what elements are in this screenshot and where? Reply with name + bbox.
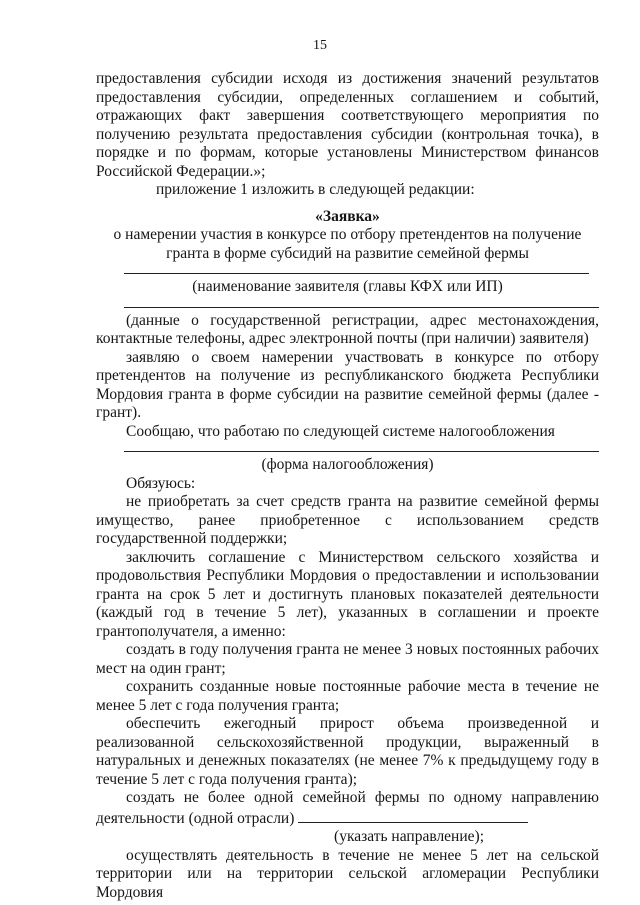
paragraph-declaration: заявляю о своем намерении участвовать в конкурсе по отбору претендентов на получение из республиканского бюджета Республики Мордовия гранта в форме субсидии на развитие семейной фермы (далее - грант). — [96, 348, 599, 421]
obligation-agreement: заключить соглашение с Министерством сельского хозяйства и продовольствия Республики Мордовия о предоставлении и использовании гранта на срок 5 лет и достигнуть плановых показателей деятельности (каждый год в течение 5 лет), указанных в соглашении и проекте грантополучателя, а именно: — [96, 548, 599, 640]
page-number: 15 — [313, 38, 327, 53]
paragraph-tax-system: Сообщаю, что работаю по следующей системе налогообложения — [126, 422, 555, 440]
form-subtitle: о намерении участия в конкурсе по отбору претендентов на получение гранта в форме субсидий на развитие семейной фермы — [113, 226, 582, 262]
applicant-name-line — [124, 263, 589, 274]
obligation-one-farm — [96, 789, 599, 828]
direction-caption: (указать направление); — [334, 828, 484, 845]
obligation-no-repurchase: не приобретать за счет средств гранта на развитие семейной фермы имущество, ранее приобретенное с использованием средств государственной поддержки; — [96, 493, 599, 547]
registration-data-caption: (данные о государственной регистрации, адрес местонахождения, контактные телефоны, адрес электронной почты (при наличии) заявителя) — [96, 311, 599, 347]
registration-data-line — [124, 297, 599, 308]
paragraph-obligations-heading: Обязуюсь: — [126, 474, 196, 492]
tax-form-caption: (форма налогообложения) — [261, 456, 434, 473]
obligation-keep-jobs: сохранить созданные новые постоянные рабочие места в течение не менее 5 лет с года получения гранта; — [96, 678, 599, 714]
applicant-name-caption: (наименование заявителя (главы КФХ или ИП) — [192, 278, 503, 295]
obligation-production-growth: обеспечить ежегодный прирост объема произведенной и реализованной сельскохозяйственной продукции, выраженный в натуральных и денежных показателях (не менее 7% к предыдущему году в течение 5 лет с года получения гранта); — [96, 715, 599, 788]
paragraph-subsidy-results: предоставления субсидии исходя из достижения значений результатов предоставления субсидии, определенных соглашением и событий, отражающих факт завершения соответствующего мероприятия по получению результата предоставления субсидии (контрольная точка), в порядке и по формам, которые установлены Министерством финансов Российской Федерации.»; — [96, 70, 599, 180]
direction-line — [298, 808, 528, 823]
form-title: «Заявка» — [315, 207, 380, 225]
document-body — [96, 70, 599, 902]
obligation-rural-territory: осуществлять деятельность в течение не менее 5 лет на сельской территории или на территории сельской агломерации Республики Мордовия — [96, 846, 599, 901]
obligation-one-farm-text: создать не более одной семейной фермы по одному направлению деятельности (одной отрасли) — [96, 789, 599, 827]
paragraph-appendix-note: приложение 1 изложить в следующей редакции: — [156, 181, 475, 198]
obligation-create-jobs: создать в году получения гранта не менее 3 новых постоянных рабочих мест на один грант; — [96, 641, 599, 677]
tax-form-line — [124, 441, 599, 452]
